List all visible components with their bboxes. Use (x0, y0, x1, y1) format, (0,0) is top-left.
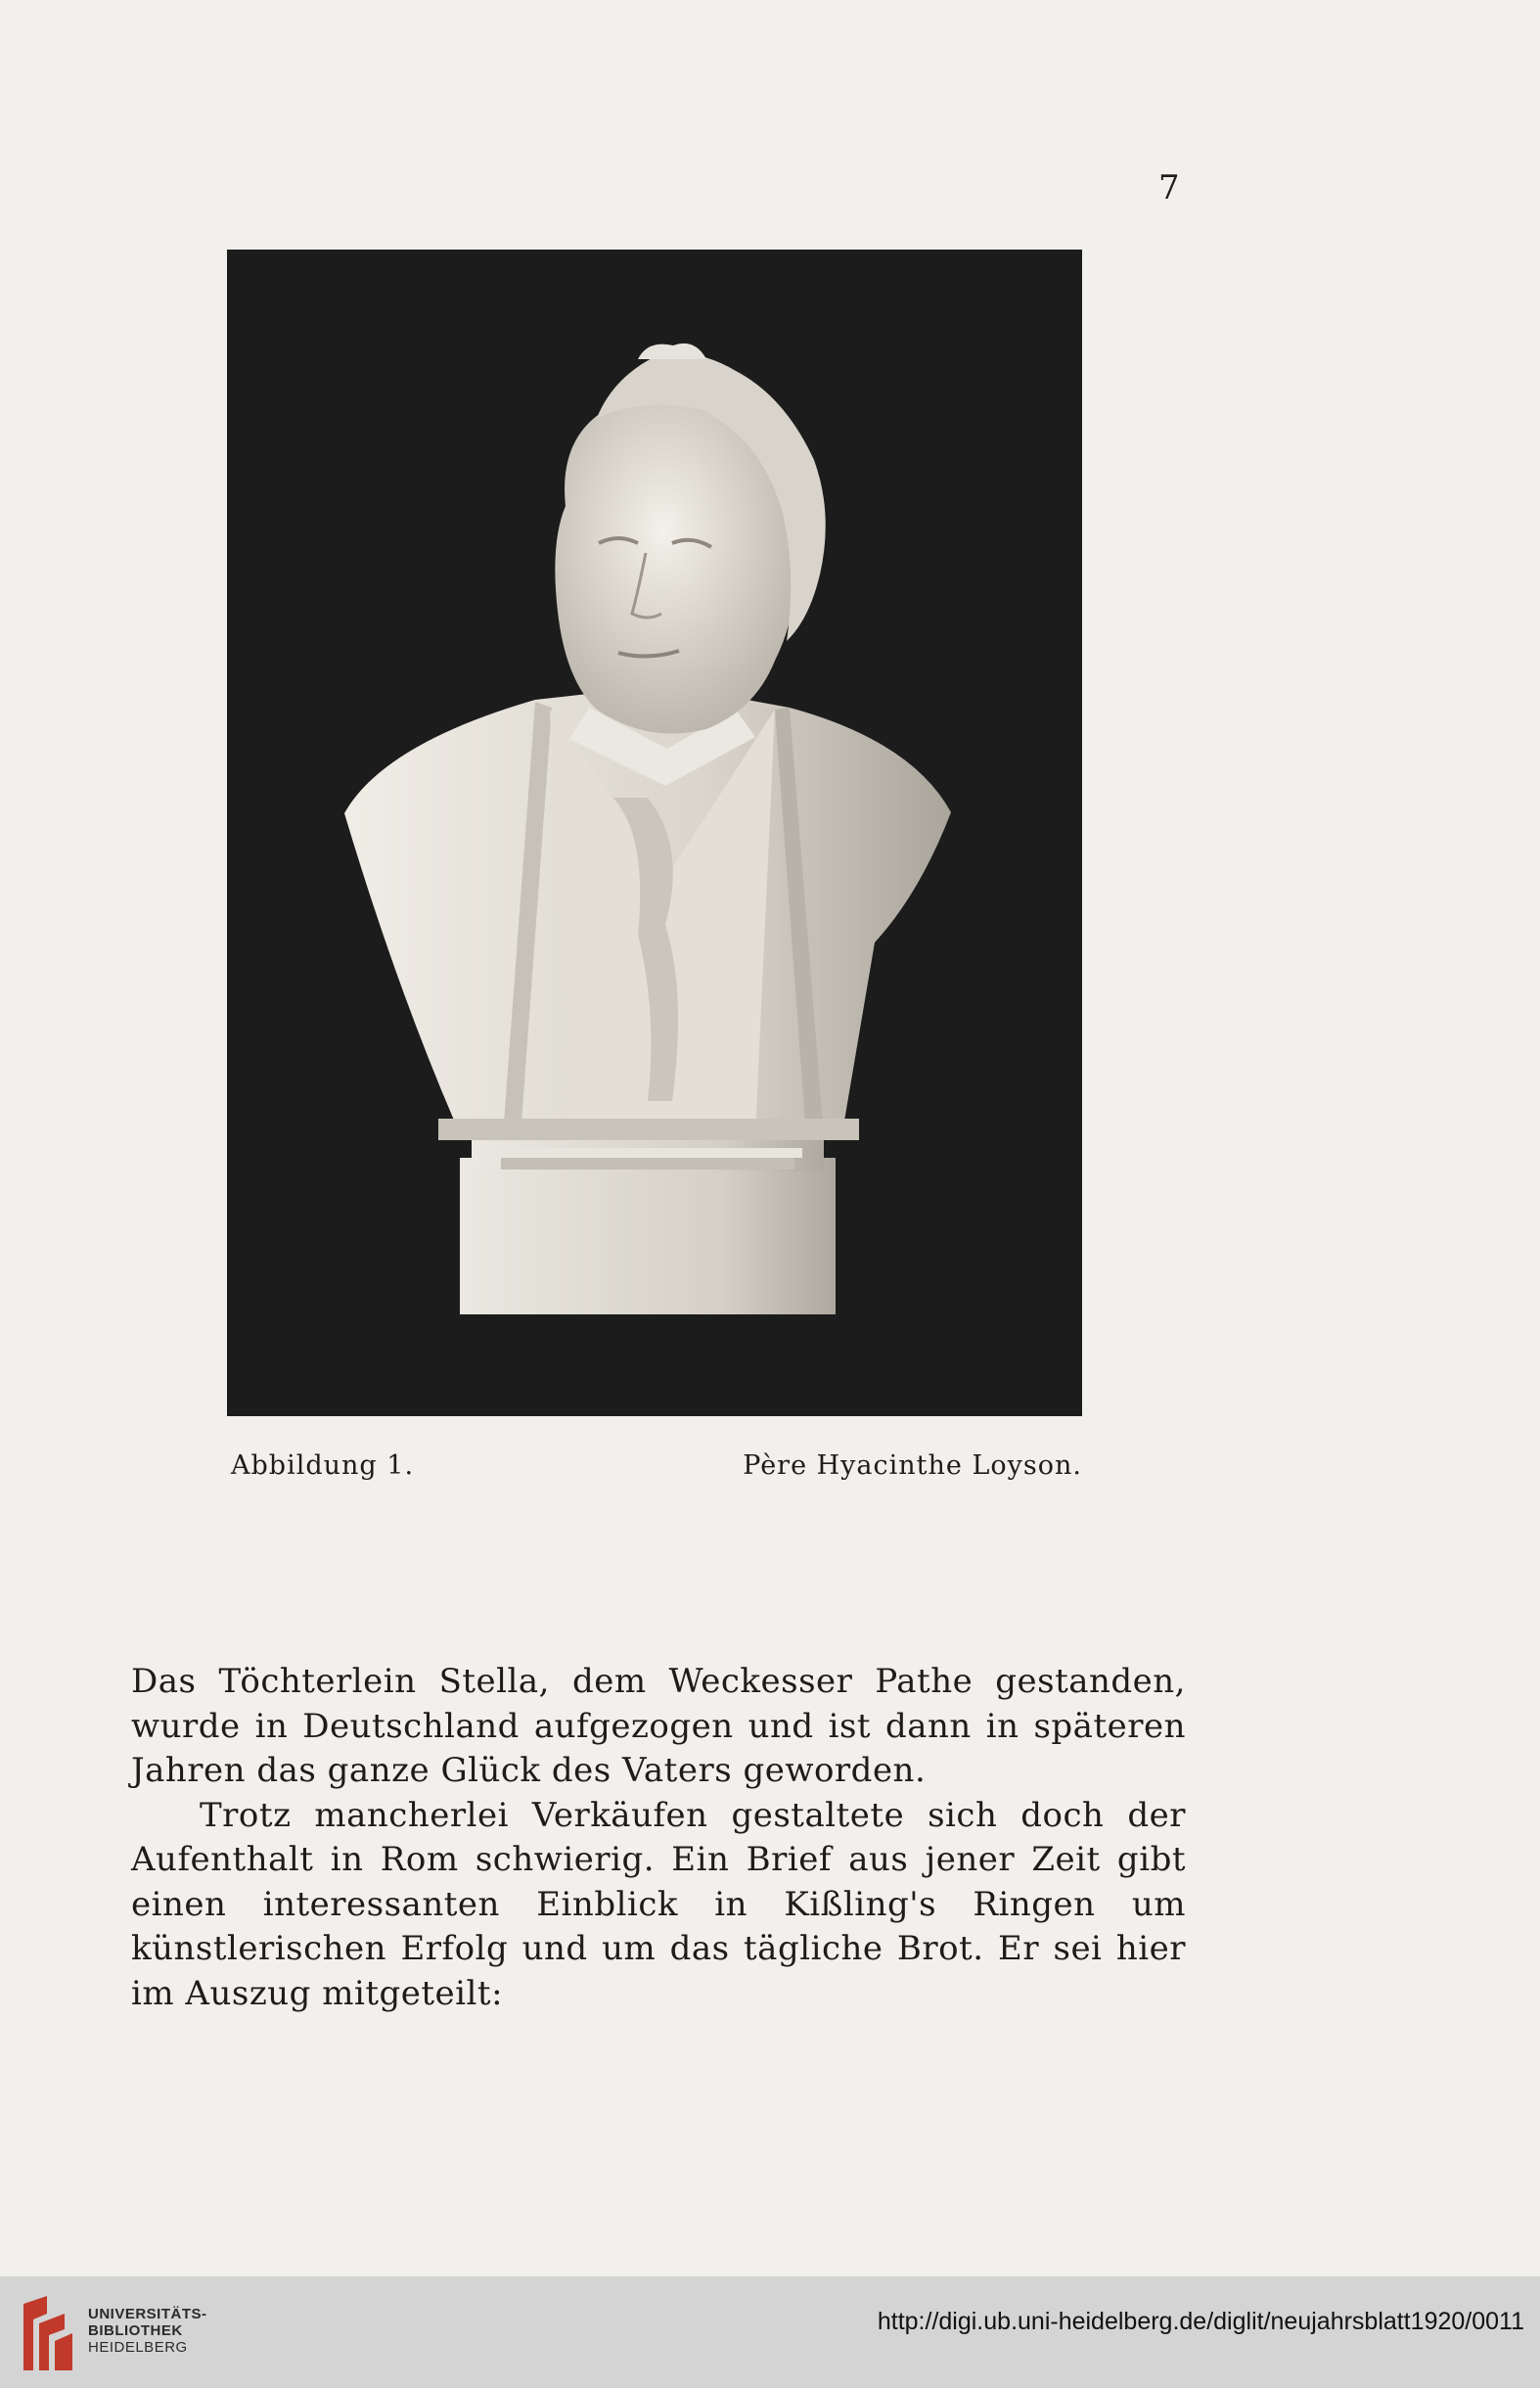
source-url-link[interactable]: http://digi.ub.uni-heidelberg.de/diglit/neujahrsblatt1920/0011 (877, 2308, 1524, 2335)
logo-line: UNIVERSITÄTS- (88, 2306, 207, 2322)
body-text (131, 1660, 1186, 2016)
logo-line: BIBLIOTHEK (88, 2322, 183, 2339)
library-logo-text (88, 2306, 207, 2356)
footer-bar (0, 2276, 1540, 2388)
paragraph: Das Töchterlein Stella, dem Weckesser Pathe gestanden, wurde in Deutschland aufgezogen und ist dann in späteren Jahren das ganze Glück des Vaters geworden. (131, 1662, 1186, 1790)
library-logo-icon (18, 2294, 74, 2372)
logo-line: HEIDELBERG (88, 2339, 188, 2356)
figure-caption-title: Père Hyacinthe Loyson. (743, 1450, 1082, 1481)
figure-caption-label: Abbildung 1. (231, 1450, 415, 1481)
bust-photograph (227, 250, 1082, 1416)
page-number: 7 (1158, 168, 1181, 207)
paragraph: Trotz mancherlei Verkäufen gestaltete sich doch der Aufenthalt in Rom schwierig. Ein Brief aus jener Zeit gibt einen interessanten Einblick in Kißling's Ringen um künstlerischen Erfolg und um das tägliche Brot. Er sei hier im Auszug mitgeteilt: (131, 1795, 1186, 2013)
